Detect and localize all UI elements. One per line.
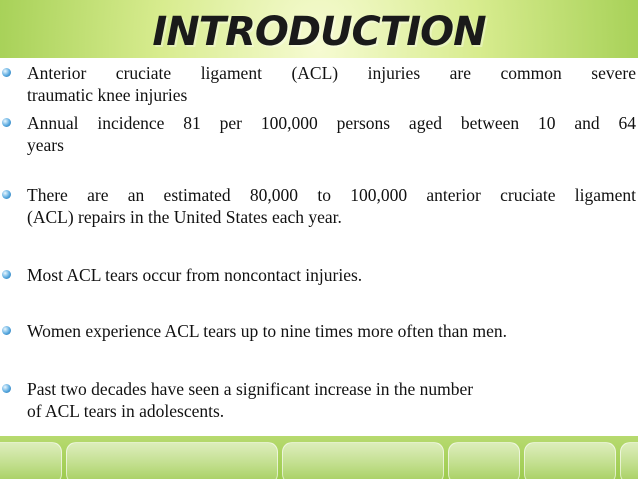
decorative-stripe (282, 442, 444, 479)
bullet-icon (2, 326, 11, 335)
bullet-icon (2, 384, 11, 393)
content-area (0, 58, 638, 436)
bullet-line: Past two decades have seen a significant increase in the number (27, 379, 474, 399)
bullet-text (27, 112, 636, 156)
decorative-footer (0, 436, 638, 479)
bullet-line: (ACL) repairs in the United States each year. (27, 207, 342, 227)
bullet-text (27, 378, 636, 422)
bullet-icon (2, 68, 11, 77)
decorative-stripe (66, 442, 278, 479)
decorative-stripe (524, 442, 616, 479)
bullet-line: of ACL tears in adolescents. (27, 401, 225, 421)
bullet-line: Annual incidence 81 per 100,000 persons aged between 10 and 64 (27, 113, 636, 133)
slide-title: INTRODUCTION (152, 9, 486, 55)
bullet-text (27, 184, 636, 228)
bullet-line: Anterior cruciate ligament (ACL) injuries are common severe (27, 63, 636, 83)
decorative-stripe (448, 442, 520, 479)
bullet-line: Women experience ACL tears up to nine times more often than men. (27, 321, 508, 341)
bullet-line: Most ACL tears occur from noncontact injuries. (27, 265, 363, 285)
bullet-text (27, 320, 636, 342)
bullet-icon (2, 270, 11, 279)
bullet-icon (2, 118, 11, 127)
bullet-text (27, 264, 636, 286)
bullet-icon (2, 190, 11, 199)
bullet-text (27, 62, 636, 106)
decorative-stripe (0, 442, 62, 479)
decorative-stripe (620, 442, 638, 479)
bullet-line: years (27, 135, 64, 155)
bullet-line: There are an estimated 80,000 to 100,000 anterior cruciate ligament (27, 185, 636, 205)
bullet-line: traumatic knee injuries (27, 85, 188, 105)
